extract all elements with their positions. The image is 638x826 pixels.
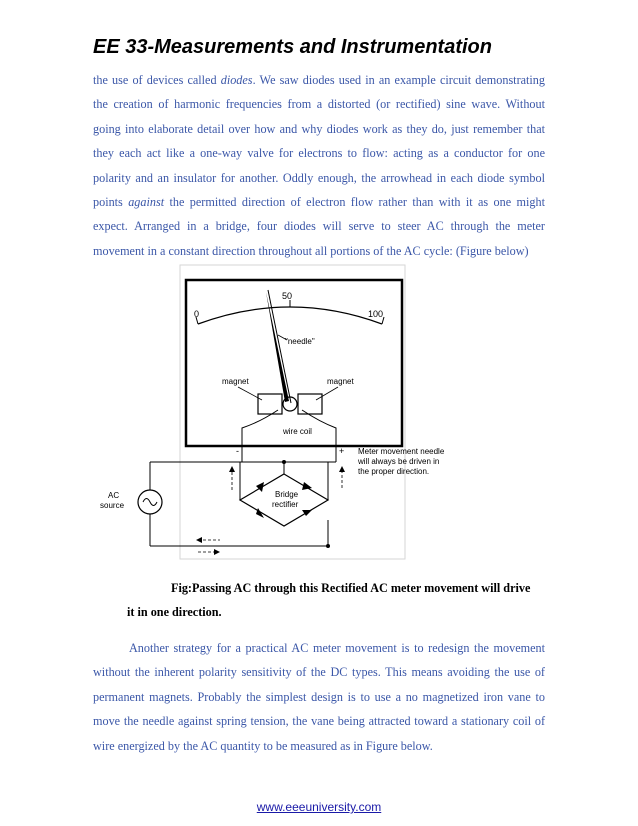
para1-emphasis-diodes: diodes [220,73,253,87]
magnet-left-label: magnet [222,377,249,386]
para1-text-c: the permitted direction of electron flow rather than with it as one might expect. Arranged in a bridge, four diodes will serve to steer AC through the meter movement in a constant direction throughout all portions of the AC cycle: (Figure below) [93,195,545,258]
rectified-meter-figure [90,262,445,562]
bridge-label-1: Bridge [275,490,299,499]
source-label-2: source [100,501,125,510]
caption-line-2: it in one direction. [127,605,222,620]
footer-link[interactable]: www.eeeuniversity.com [256,800,382,814]
body-paragraph-2: Another strategy for a practical AC meter movement is to redesign the movement without the inherent polarity sensitivity of the DC types. This means avoiding the use of permanent magnets. Probably the simplest design is to use a no magnetized iron vane to move the needle against spring tension, the vane being attracted toward a stationary coil of wire energized by the AC quantity to be measured as in Figure below. [93,641,545,753]
para1-text-a: the use of devices called [93,73,221,87]
bridge-label-2: rectifier [272,500,299,509]
scale-label-50: 50 [282,291,293,301]
figure-caption [127,576,547,625]
note-line-1: Meter movement needle [358,447,445,456]
meter-box [186,280,402,446]
para1-emphasis-against: against [128,195,165,210]
scale-label-0: 0 [194,309,200,319]
minus-terminal: - [236,446,239,456]
caption-line-1: Fig:Passing AC through this Rectified AC meter movement will drive [171,581,531,595]
body-paragraph-1 [93,68,545,263]
needle-label: "needle" [285,337,315,346]
source-label-1: AC [108,491,120,500]
magnet-right-label: magnet [327,377,354,386]
scale-label-100: 100 [368,309,384,319]
note-line-3: the proper direction. [358,467,430,476]
page-title: EE 33-Measurements and Instrumentation [93,36,492,58]
note-line-2: will always be driven in [358,457,440,466]
coil-label: wire coil [283,427,312,436]
para1-text-b: . We saw diodes used in an example circuit demonstrating the creation of harmonic frequencies from a distorted (or rectified) sine wave. Without going into elaborate detail over how and why diodes work as they do, just remember that they each act like a one-way valve for electrons to flow: acting as a conductor for one polarity and an insulator for another. Oddly enough, the arrowhead in each diode symbol points [93,73,545,210]
plus-terminal: + [339,446,345,456]
